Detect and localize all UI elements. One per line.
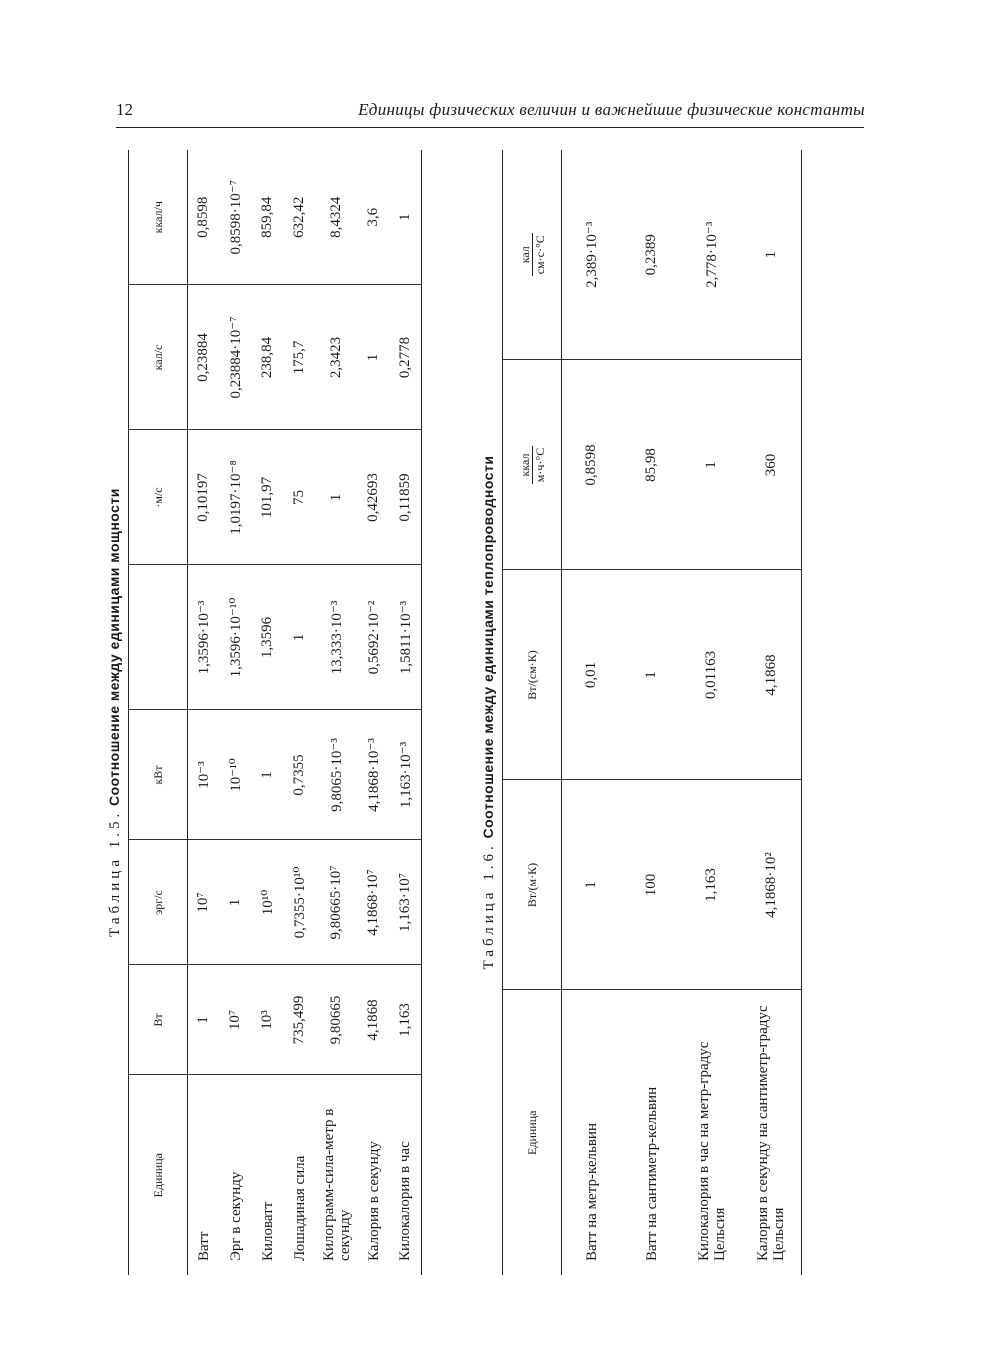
value-cell: 1 [252,710,284,840]
value-cell: 1,163 [682,780,742,990]
value-cell: 0,7355·10¹⁰ [284,840,316,965]
value-cell: 1 [742,150,802,360]
value-cell: 4,1868·10⁻³ [358,710,390,840]
value-cell: 10⁻¹⁰ [220,710,252,840]
value-cell: 1 [358,285,390,430]
header-rule [116,127,864,128]
value-cell: 0,7355 [284,710,316,840]
value-cell: 1 [220,840,252,965]
value-cell: 0,42693 [358,430,390,565]
value-cell: 0,2389 [622,150,682,360]
unit-name-cell: Эрг в секунду [227,1171,244,1261]
value-cell: 0,8598 [562,360,622,570]
fraction-numerator: ккал [518,446,533,484]
table-1-5-header-row [129,150,188,1275]
table-1-6-label: Таблица 1.6. [481,842,497,970]
value-cell: 10¹⁰ [252,840,284,965]
value-cell: 0,11859 [390,430,422,565]
value-cell: 1 [682,360,742,570]
value-cell: 4,1868·10² [742,780,802,990]
value-cell: 2,3423 [316,285,358,430]
value-cell: 10³ [252,965,284,1075]
table-row [284,150,316,1275]
table-1-5-header: кал/с [129,285,188,430]
table-row [220,150,252,1275]
table-1-6-header [503,150,562,360]
value-cell: 10⁷ [220,965,252,1075]
value-cell: 238,84 [252,285,284,430]
value-cell: 10⁻³ [188,710,220,840]
table-1-5-header [129,565,188,710]
table-row [562,150,622,1275]
value-cell: 1,5811·10⁻³ [390,565,422,710]
table-row [742,150,802,1275]
table-1-6-title: Соотношение между единицами теплопроводности [480,455,496,839]
value-cell: 175,7 [284,285,316,430]
value-cell: 360 [742,360,802,570]
value-cell: 1 [562,780,622,990]
page-number: 12 [116,100,133,119]
value-cell: 9,8065·10⁻³ [316,710,358,840]
value-cell: 2,389·10⁻³ [562,150,622,360]
value-cell: 859,84 [252,150,284,285]
unit-name-cell: Килокалория в час [390,1075,422,1275]
table-1-5-label: Таблица 1.5. [107,809,123,937]
value-cell: 0,8598·10⁻⁷ [220,150,252,285]
value-cell: 75 [284,430,316,565]
value-cell: 4,1868·10⁷ [358,840,390,965]
table-thermal-conductivity-units [502,150,802,1275]
value-cell: 0,2778 [390,285,422,430]
table-row [682,150,742,1275]
table-1-5-header: Единица [129,1075,188,1275]
table-1-5-title: Соотношение между единицами мощности [106,488,122,806]
unit-name-cell: Ватт на метр-кельвин [583,1123,600,1261]
table-1-6-header-row [503,150,562,1275]
unit-name-cell: Ватт [195,1231,212,1261]
table-row [358,150,390,1275]
fraction-denominator: м·ч·°С [532,447,547,483]
value-cell: 4,1868 [742,570,802,780]
table-1-5-caption [100,150,128,1275]
value-cell: 1 [188,965,220,1075]
value-cell: 1 [284,565,316,710]
value-cell: 85,98 [622,360,682,570]
value-cell: 1,0197·10⁻⁸ [220,430,252,565]
value-cell: 9,80665·10⁷ [316,840,358,965]
table-1-6-header [503,360,562,570]
value-cell: 1 [390,150,422,285]
table-1-6-header: Единица [503,990,562,1275]
value-cell: 8,4324 [316,150,358,285]
value-cell: 2,778·10⁻³ [682,150,742,360]
unit-name-cell: Лошадиная сила [291,1155,308,1261]
table-1-5-header: эрг/с [129,840,188,965]
running-title: Единицы физических величин и важнейшие физические константы [358,100,865,119]
value-cell: 1 [622,570,682,780]
table-row [622,150,682,1275]
value-cell: 0,8598 [188,150,220,285]
value-cell: 0,01163 [682,570,742,780]
unit-name-cell: Калория в секунду на сантиметр-градус Цельсия [742,990,802,1275]
unit-name-cell: Калория в секунду [365,1141,382,1261]
table-1-5-header: ·м/с [129,430,188,565]
unit-name-cell: Ватт на сантиметр-кельвин [643,1086,660,1261]
value-cell: 101,97 [252,430,284,565]
value-cell: 13,333·10⁻³ [316,565,358,710]
table-1-5-header: ккал/ч [129,150,188,285]
rotated-tables [100,150,880,1275]
table-1-5-header: Вт [129,965,188,1075]
value-cell: 4,1868 [358,965,390,1075]
value-cell: 9,80665 [316,965,358,1075]
unit-name-cell: Килограмм-сила-метр в секунду [320,1108,353,1261]
value-cell: 100 [622,780,682,990]
value-cell: 1,3596·10⁻³ [188,565,220,710]
fraction-cal-per-cm-s-c [518,233,547,276]
value-cell: 1,163·10⁷ [390,840,422,965]
value-cell: 10⁷ [188,840,220,965]
value-cell: 0,10197 [188,430,220,565]
table-1-6-header: Вт/(м·К) [503,780,562,990]
value-cell: 1,3596 [252,565,284,710]
unit-name-cell: Киловатт [259,1201,276,1261]
fraction-denominator: см·с·°С [532,235,547,275]
fraction-numerator: кал [518,233,533,276]
value-cell: 1,3596·10⁻¹⁰ [220,565,252,710]
table-1-5-header: кВт [129,710,188,840]
table-row [188,150,220,1275]
value-cell: 1,163 [390,965,422,1075]
value-cell: 1,163·10⁻³ [390,710,422,840]
table-spacer [422,150,474,1275]
table-power-units [128,150,422,1275]
table-1-6-caption [474,150,502,1275]
value-cell: 632,42 [284,150,316,285]
value-cell: 735,499 [284,965,316,1075]
value-cell: 0,23884·10⁻⁷ [220,285,252,430]
unit-name-cell: Килокалория в час на метр-градус Цельсия [695,1041,728,1261]
value-cell: 0,5692·10⁻² [358,565,390,710]
table-row [390,150,422,1275]
table-1-6-header: Вт/(см·К) [503,570,562,780]
value-cell: 0,23884 [188,285,220,430]
value-cell: 3,6 [358,150,390,285]
value-cell: 0,01 [562,570,622,780]
table-row [252,150,284,1275]
fraction-kcal-per-m-h-c [518,446,547,484]
value-cell: 1 [316,430,358,565]
table-row [316,150,358,1275]
